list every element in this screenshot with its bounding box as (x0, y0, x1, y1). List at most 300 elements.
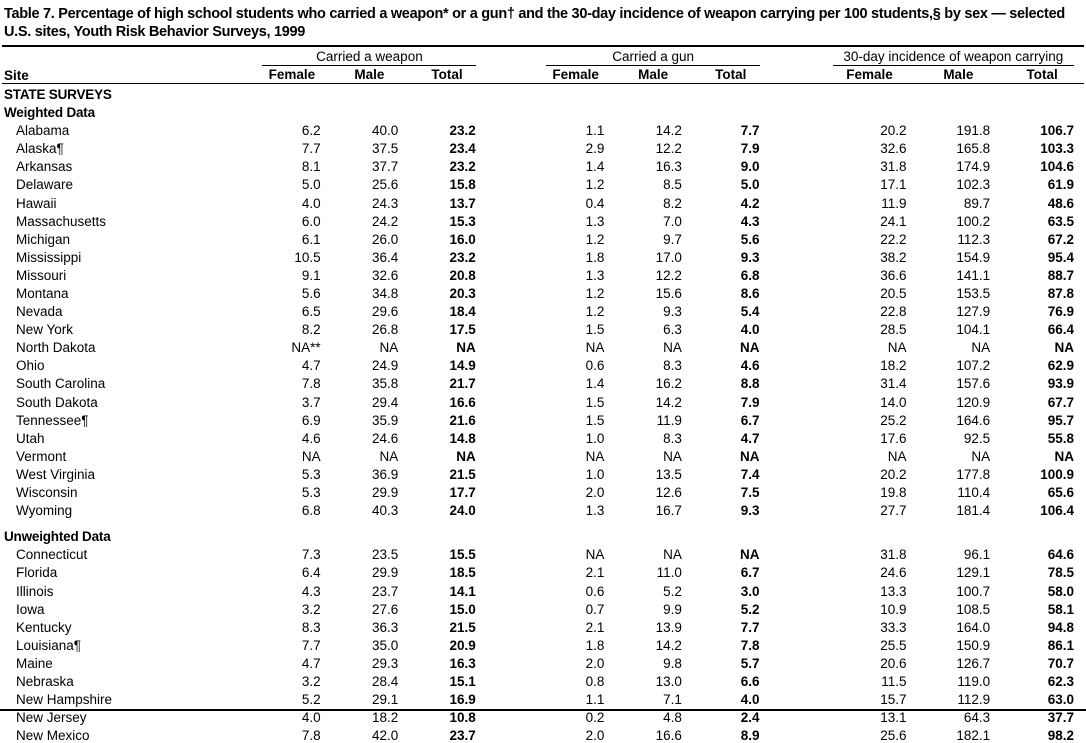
cell-weapon-male: 23.5 (371, 547, 399, 563)
cell-gun-total: 9.0 (740, 159, 760, 175)
cell-incidence-total: 67.7 (1047, 394, 1074, 410)
cell-gap (770, 283, 823, 301)
site-name: South Dakota (16, 394, 98, 410)
site-name: Missouri (16, 267, 67, 283)
cell-gun-female: 2.1 (585, 565, 605, 581)
cell-gun-male: 12.2 (655, 141, 682, 157)
cell-weapon-female: 8.1 (301, 159, 321, 175)
column-header-gun-total: Total (715, 67, 747, 83)
cell-incidence-total: 98.2 (1047, 728, 1074, 743)
cell-incidence-total: 66.4 (1047, 322, 1074, 338)
cell-weapon-female: 6.2 (301, 123, 321, 139)
cell-weapon-male: 36.9 (371, 466, 399, 482)
table-row (2, 671, 1084, 689)
column-header-incidence-female: Female (846, 67, 893, 83)
cell-weapon-female: 10.5 (294, 249, 321, 265)
table-row (2, 446, 1084, 464)
cell-gap (770, 464, 823, 482)
cell-gap (486, 265, 537, 283)
cell-incidence-male: 112.9 (957, 692, 991, 708)
cell-incidence-female: 28.5 (880, 322, 907, 338)
cell-weapon-male: 35.9 (371, 412, 399, 428)
table-title-text: Percentage of high school students who carried a weapon* or a gun† and the 30-day incidence of weapon carrying per 100 students,§ by sex — selected U.S. sites, Youth Risk Behavior Surveys, 1999 (4, 6, 1065, 40)
cell-gap (486, 464, 537, 482)
cell-incidence-total: 100.9 (1040, 466, 1074, 482)
cell-gap (770, 229, 823, 247)
cell-weapon-female: 6.1 (301, 231, 321, 247)
cell-weapon-female: 4.7 (301, 655, 321, 671)
cell-gap (770, 265, 823, 283)
cell-weapon-female: 4.3 (301, 583, 321, 599)
cell-weapon-female: 6.4 (301, 565, 321, 581)
cell-incidence-total: 64.6 (1047, 547, 1074, 563)
cell-weapon-female: 7.3 (301, 547, 321, 563)
cell-gap (486, 355, 537, 373)
cell-gap (770, 247, 823, 265)
site-name: Wisconsin (16, 485, 78, 501)
cell-incidence-total: 106.7 (1040, 123, 1074, 139)
cell-gap (770, 599, 823, 617)
cell-gun-female: 2.0 (585, 655, 605, 671)
cell-gun-male: 12.2 (655, 267, 682, 283)
cell-incidence-total: 86.1 (1047, 637, 1074, 653)
cell-gun-total: 3.0 (740, 583, 760, 599)
cell-incidence-total: 78.5 (1047, 565, 1074, 581)
cell-weapon-male: 29.6 (371, 304, 399, 320)
table-row (2, 247, 1084, 265)
table-row (2, 482, 1084, 500)
cell-gun-male: 8.3 (663, 430, 682, 446)
cell-gun-total: NA (740, 547, 760, 563)
cell-weapon-female: 5.2 (301, 692, 321, 708)
cell-weapon-male: 23.7 (371, 583, 399, 599)
site-name: Montana (16, 286, 69, 301)
cell-weapon-total: 14.1 (449, 583, 476, 599)
cell-weapon-male: 42.0 (371, 728, 399, 743)
cell-gun-total: 9.3 (740, 503, 760, 519)
cell-incidence-male: 129.1 (956, 565, 991, 581)
table-title (4, 6, 1084, 41)
cell-gap (770, 500, 823, 518)
cell-gap (486, 373, 537, 391)
cell-incidence-male: 107.2 (956, 358, 991, 374)
cell-gun-total: 7.4 (740, 466, 760, 482)
cell-gun-female: 1.2 (585, 286, 605, 301)
cell-weapon-male: 27.6 (371, 601, 399, 617)
section-label: Unweighted Data (4, 529, 111, 545)
cell-gun-male: 12.6 (655, 485, 682, 501)
cell-incidence-male: 64.3 (963, 710, 991, 726)
table-row (2, 725, 1084, 743)
cell-incidence-total: 76.9 (1047, 304, 1074, 320)
cell-incidence-total: 61.9 (1047, 177, 1074, 193)
title-rule (2, 45, 1084, 47)
cell-incidence-male: 191.8 (956, 123, 991, 139)
cell-weapon-total: 23.4 (449, 141, 476, 157)
cell-gap (770, 120, 823, 138)
table-row (2, 635, 1084, 653)
table-row (2, 337, 1084, 355)
table-row (2, 229, 1084, 247)
cell-gun-male: 13.0 (655, 673, 682, 689)
cell-weapon-total: 14.9 (449, 358, 476, 374)
cell-weapon-male: 25.6 (371, 177, 399, 193)
cell-weapon-male: 29.3 (371, 655, 399, 671)
cell-weapon-male: 37.5 (371, 141, 399, 157)
cell-weapon-female: 4.6 (301, 430, 321, 446)
cell-gap (486, 156, 537, 174)
cell-gun-female: 1.2 (585, 231, 605, 247)
cell-gap (770, 156, 823, 174)
cell-gun-female: 1.1 (585, 692, 605, 708)
table-row (2, 120, 1084, 138)
cell-incidence-total: 62.3 (1047, 673, 1074, 689)
cell-gap (486, 428, 537, 446)
cell-incidence-female: 38.2 (880, 249, 907, 265)
cell-gun-total: 5.6 (740, 231, 760, 247)
cell-weapon-total: 24.0 (449, 503, 476, 519)
cell-incidence-total: 87.8 (1047, 286, 1074, 301)
cell-gap (770, 544, 823, 562)
cell-weapon-male: 18.2 (371, 710, 399, 726)
cell-gap (770, 337, 823, 355)
cell-weapon-male: 29.1 (371, 692, 399, 708)
column-header-gun-male: Male (638, 67, 669, 83)
cell-gap (486, 635, 537, 653)
site-name: Alaska¶ (16, 141, 64, 157)
cell-weapon-male: 26.8 (371, 322, 399, 338)
cell-gun-total: 5.4 (740, 304, 760, 320)
cell-weapon-male: 29.9 (371, 565, 399, 581)
cell-incidence-total: 106.4 (1040, 503, 1074, 519)
cell-incidence-male: 96.1 (963, 547, 991, 563)
section-label: Weighted Data (4, 105, 95, 121)
cell-incidence-male: 157.6 (956, 376, 991, 392)
cell-gap (770, 482, 823, 500)
cell-incidence-total: NA (1054, 448, 1074, 464)
cell-incidence-female: 31.8 (880, 547, 907, 563)
cell-gun-total: 7.9 (740, 394, 760, 410)
cell-gun-male: 6.3 (663, 322, 682, 338)
cell-weapon-male: 36.3 (371, 619, 399, 635)
cell-weapon-female: 7.7 (301, 637, 321, 653)
cell-gun-female: 1.3 (585, 213, 605, 229)
table-row (2, 174, 1084, 192)
cell-gap (486, 580, 537, 598)
cell-gap (770, 617, 823, 635)
cell-gap (486, 562, 537, 580)
cell-incidence-female: 13.1 (880, 710, 907, 726)
cell-weapon-female: 3.7 (301, 394, 321, 410)
cell-weapon-male: 26.0 (371, 231, 399, 247)
table-row (2, 211, 1084, 229)
cell-gun-total: 6.8 (740, 267, 760, 283)
cell-weapon-male: 24.2 (371, 213, 399, 229)
cell-gun-female: 0.6 (585, 358, 605, 374)
cell-gun-female: 2.9 (585, 141, 605, 157)
cell-gap (770, 725, 823, 743)
cell-incidence-female: NA (887, 340, 907, 356)
cell-incidence-male: 182.1 (956, 728, 991, 743)
cell-weapon-female: 7.8 (301, 728, 321, 743)
cell-weapon-female: 5.3 (301, 466, 321, 482)
cell-weapon-female: 6.5 (301, 304, 321, 320)
cell-incidence-female: 32.6 (880, 141, 907, 157)
cell-gap (770, 319, 823, 337)
cell-weapon-male: NA (379, 340, 399, 356)
cell-weapon-total: 15.5 (449, 547, 476, 563)
table-number: Table 7. (4, 6, 55, 22)
cell-gap (486, 500, 537, 518)
cell-incidence-male: NA (971, 340, 991, 356)
site-name: Tennessee¶ (16, 412, 89, 428)
cell-gun-female: 0.7 (585, 601, 605, 617)
section-spacer (2, 518, 1084, 526)
cell-gun-female: 1.5 (585, 322, 605, 338)
cell-gun-male: 14.2 (655, 123, 682, 139)
cell-incidence-male: 92.5 (963, 430, 991, 446)
cell-gun-male: 7.0 (663, 213, 682, 229)
cell-gun-female: 0.6 (585, 583, 605, 599)
cell-gap (770, 138, 823, 156)
cell-weapon-female: 3.2 (301, 601, 321, 617)
cell-weapon-total: 23.2 (449, 123, 476, 139)
column-header-gun-female: Female (552, 67, 599, 83)
cell-weapon-male: 37.7 (371, 159, 399, 175)
cell-gap (770, 355, 823, 373)
cell-incidence-male: 100.2 (956, 213, 991, 229)
cell-incidence-total: 95.4 (1047, 249, 1074, 265)
cell-weapon-total: 20.9 (449, 637, 476, 653)
cell-incidence-total: 94.8 (1047, 619, 1074, 635)
table-row (2, 653, 1084, 671)
cell-weapon-total: 21.5 (449, 466, 476, 482)
cell-gun-total: 6.7 (740, 565, 760, 581)
site-name: Mississippi (16, 249, 82, 265)
cell-incidence-male: 104.1 (956, 322, 991, 338)
cell-incidence-total: 63.0 (1047, 692, 1074, 708)
cell-gun-total: 6.6 (740, 673, 760, 689)
cell-gun-male: 8.5 (663, 177, 682, 193)
cell-weapon-female: NA** (291, 340, 321, 356)
group-header-carried-gun: Carried a gun (537, 49, 770, 67)
table-row (2, 355, 1084, 373)
cell-gun-female: 2.0 (585, 728, 605, 743)
site-name: Kentucky (16, 619, 72, 635)
section-row-weighted-data (2, 102, 1084, 120)
cell-incidence-total: 65.6 (1047, 485, 1074, 501)
cell-gap (486, 653, 537, 671)
cell-weapon-female: 6.8 (301, 503, 321, 519)
cell-incidence-female: 10.9 (880, 601, 907, 617)
cell-incidence-female: 31.8 (880, 159, 907, 175)
cell-gun-male: 8.3 (663, 358, 682, 374)
cell-gap (486, 544, 537, 562)
cell-weapon-total: NA (456, 448, 476, 464)
cell-gun-female: 1.0 (585, 430, 605, 446)
cell-incidence-male: 181.4 (956, 503, 991, 519)
cell-incidence-total: 63.5 (1047, 213, 1074, 229)
cell-weapon-female: 9.1 (301, 267, 321, 283)
cell-gun-female: 1.2 (585, 304, 605, 320)
cell-weapon-total: 18.4 (449, 304, 476, 320)
cell-incidence-female: 22.2 (880, 231, 907, 247)
cell-gun-female: NA (585, 340, 605, 356)
cell-incidence-female: NA (887, 448, 907, 464)
cell-gun-total: 4.7 (740, 430, 760, 446)
site-name: Michigan (16, 231, 71, 247)
cell-gap (486, 120, 537, 138)
cell-incidence-total: 93.9 (1047, 376, 1074, 392)
cell-gun-male: 11.9 (656, 412, 682, 428)
cell-gap (770, 446, 823, 464)
cell-gun-total: 6.7 (740, 412, 760, 428)
cell-incidence-female: 20.6 (880, 655, 907, 671)
site-name: Alabama (16, 123, 70, 139)
cell-weapon-total: 13.7 (449, 195, 476, 211)
site-name: Louisiana¶ (16, 637, 82, 653)
cell-gap (770, 174, 823, 192)
cell-gun-female: 1.4 (585, 376, 605, 392)
cell-gap (486, 138, 537, 156)
cell-weapon-total: 20.3 (449, 286, 476, 301)
cell-gap (770, 301, 823, 319)
table-row (2, 580, 1084, 598)
cell-incidence-total: 48.6 (1047, 195, 1074, 211)
cell-gap (770, 211, 823, 229)
cell-incidence-male: 150.9 (956, 637, 991, 653)
cell-gap (770, 562, 823, 580)
cell-weapon-male: 29.9 (371, 485, 399, 501)
cell-gun-total: 8.8 (740, 376, 760, 392)
cell-gun-total: 4.2 (740, 195, 760, 211)
cell-weapon-male: 40.0 (371, 123, 399, 139)
cell-incidence-female: 25.5 (880, 637, 907, 653)
cell-gun-total: 8.9 (740, 728, 760, 743)
cell-gap (486, 617, 537, 635)
cell-incidence-female: 27.7 (880, 503, 907, 519)
site-name: Nevada (16, 304, 63, 320)
cell-gap (770, 391, 823, 409)
cell-weapon-female: 6.9 (301, 412, 321, 428)
site-name: New York (16, 322, 74, 338)
cell-incidence-female: 14.0 (880, 394, 907, 410)
cell-gun-male: 14.2 (655, 637, 682, 653)
site-name: Hawaii (16, 195, 57, 211)
cell-gun-female: NA (585, 547, 605, 563)
cell-gun-female: 0.8 (585, 673, 605, 689)
site-name: West Virginia (16, 466, 96, 482)
group-header-row (2, 49, 1084, 67)
cell-gun-female: 1.8 (585, 637, 605, 653)
cell-gun-male: 15.6 (655, 286, 682, 301)
cell-gun-female: 0.4 (585, 195, 605, 211)
cell-incidence-female: 25.6 (880, 728, 907, 743)
cell-weapon-female: 3.2 (301, 673, 321, 689)
cell-weapon-male: 35.8 (371, 376, 399, 392)
cell-gap (486, 319, 537, 337)
cell-weapon-total: NA (456, 340, 476, 356)
cell-weapon-male: 24.6 (371, 430, 399, 446)
column-gap-1 (486, 67, 537, 84)
cell-gap (486, 174, 537, 192)
cell-weapon-male: 34.8 (371, 286, 399, 301)
cell-weapon-male: 24.3 (371, 195, 399, 211)
cell-incidence-total: 55.8 (1047, 430, 1074, 446)
cell-gun-total: NA (740, 448, 760, 464)
cell-gap (486, 229, 537, 247)
cell-incidence-female: 33.3 (880, 619, 907, 635)
cell-weapon-female: 4.0 (301, 195, 321, 211)
cell-gun-total: 4.0 (740, 322, 760, 338)
column-gap-2 (770, 67, 823, 84)
cell-gun-total: 4.0 (740, 692, 760, 708)
cell-gun-total: NA (740, 340, 760, 356)
cell-weapon-total: 15.3 (449, 213, 476, 229)
cell-gun-female: 1.8 (585, 249, 605, 265)
cell-incidence-male: 108.5 (956, 601, 991, 617)
cell-incidence-male: 154.9 (956, 249, 991, 265)
cell-gun-female: 1.4 (585, 159, 605, 175)
site-name: Iowa (16, 601, 45, 617)
cell-incidence-female: 18.2 (880, 358, 907, 374)
site-name: Florida (16, 565, 58, 581)
cell-weapon-total: 15.8 (449, 177, 476, 193)
cell-gun-male: 14.2 (655, 394, 682, 410)
cell-gun-female: 1.3 (585, 267, 605, 283)
cell-incidence-male: NA (971, 448, 991, 464)
cell-incidence-male: 126.7 (956, 655, 991, 671)
cell-weapon-total: 14.8 (449, 430, 476, 446)
cell-weapon-total: 23.7 (449, 728, 476, 743)
cell-weapon-total: 10.8 (449, 710, 476, 726)
cell-gap (770, 580, 823, 598)
cell-incidence-total: NA (1054, 340, 1074, 356)
cell-incidence-total: 62.9 (1047, 358, 1074, 374)
cell-gun-total: 7.8 (740, 637, 760, 653)
cell-weapon-total: 23.2 (449, 249, 476, 265)
cell-weapon-male: NA (379, 448, 399, 464)
cell-gun-total: 7.9 (740, 141, 760, 157)
site-name: Maine (16, 655, 53, 671)
cell-gap (770, 671, 823, 689)
cell-gun-total: 5.2 (740, 601, 760, 617)
cell-weapon-total: 16.0 (449, 231, 476, 247)
cell-incidence-total: 70.7 (1047, 655, 1074, 671)
cell-weapon-female: 5.0 (301, 177, 321, 193)
cell-gun-female: 1.0 (585, 466, 605, 482)
cell-gap (486, 391, 537, 409)
cell-incidence-female: 24.6 (880, 565, 907, 581)
cell-gap (770, 410, 823, 428)
cell-gap (770, 373, 823, 391)
table-row (2, 689, 1084, 707)
cell-gun-total: 4.3 (740, 213, 760, 229)
cell-incidence-male: 153.5 (956, 286, 991, 301)
cell-gun-male: 9.3 (663, 304, 682, 320)
cell-incidence-female: 17.1 (880, 177, 907, 193)
cell-weapon-female: 4.7 (301, 358, 321, 374)
group-header-incidence: 30-day incidence of weapon carrying (823, 49, 1084, 67)
section-row-unweighted-data (2, 526, 1084, 544)
table-row (2, 617, 1084, 635)
group-header-spacer (2, 49, 253, 67)
cell-incidence-male: 110.4 (957, 485, 991, 501)
cell-gap (486, 247, 537, 265)
cell-gap (486, 192, 537, 210)
cell-weapon-total: 16.9 (449, 692, 476, 708)
cell-gun-male: 11.0 (656, 565, 682, 581)
